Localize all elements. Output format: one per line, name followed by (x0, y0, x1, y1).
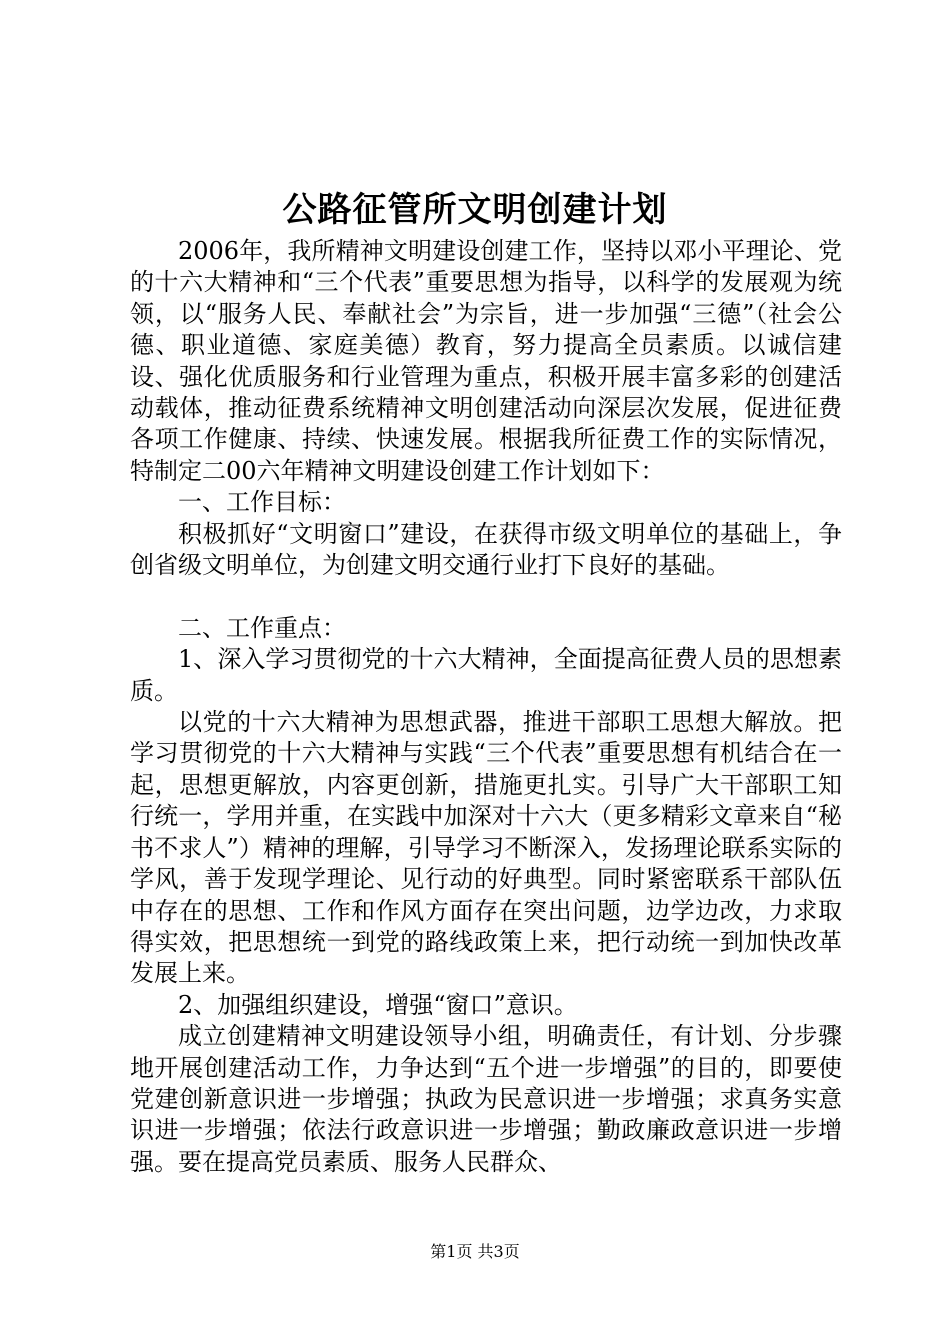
heading-work-focus: 二、工作重点： (178, 613, 346, 642)
item-1-heading: 1、深入学习贯彻党的十六大精神，全面提高征费人员的思想素质。 (130, 645, 842, 705)
item-2-paragraph: 成立创建精神文明建设领导小组，明确责任，有计划、分步骤地开展创建活动工作，力争达到“五个进一步增强”的目的，即要使党建创新意识进一步增强；执政为民意识进一步增强；求真务实意识进一步增强；依法行政意识进一步增强；勤政廉政意识进一步增强。要在提高党员素质、服务人民群众、 (130, 1022, 842, 1176)
item-2-heading: 2、加强组织建设，增强“窗口”意识。 (178, 990, 578, 1019)
document-title: 公路征管所文明创建计划 (282, 190, 668, 230)
heading-work-goal: 一、工作目标： (178, 488, 346, 517)
paragraph-work-goal: 积极抓好“文明窗口”建设，在获得市级文明单位的基础上，争创省级文明单位，为创建文明交通行业打下良好的基础。 (130, 519, 842, 580)
item-1-paragraph: 以党的十六大精神为思想武器，推进干部职工思想大解放。把学习贯彻党的十六大精神与实践“三个代表”重要思想有机结合在一起，思想更解放，内容更创新，措施更扎实。引导广大干部职工知行统一，学用并重，在实践中加深对十六大（更多精彩文章来自“秘书不求人”）精神的理解，引导学习不断深入，发扬理论联系实际的学风，善于发现学理论、见行动的好典型。同时紧密联系干部队伍中存在的思想、工作和作风方面存在突出问题，边学边改，力求取得实效，把思想统一到党的路线政策上来，把行动统一到加快改革发展上来。 (130, 708, 842, 988)
page-number-footer: 第1页 共3页 (430, 1242, 520, 1261)
paragraph-intro: 2006年，我所精神文明建设创建工作，坚持以邓小平理论、党的十六大精神和“三个代表”重要思想为指导，以科学的发展观为统领，以“服务人民、奉献社会”为宗旨，进一步加强“三德”（社会公德、职业道德、家庭美德）教育，努力提高全员素质。以诚信建设、强化优质服务和行业管理为重点，积极开展丰富多彩的创建活动载体，推动征费系统精神文明创建活动向深层次发展，促进征费各项工作健康、持续、快速发展。根据我所征费工作的实际情况，特制定二00六年精神文明建设创建工作计划如下： (130, 237, 842, 485)
document-body (130, 236, 842, 1178)
